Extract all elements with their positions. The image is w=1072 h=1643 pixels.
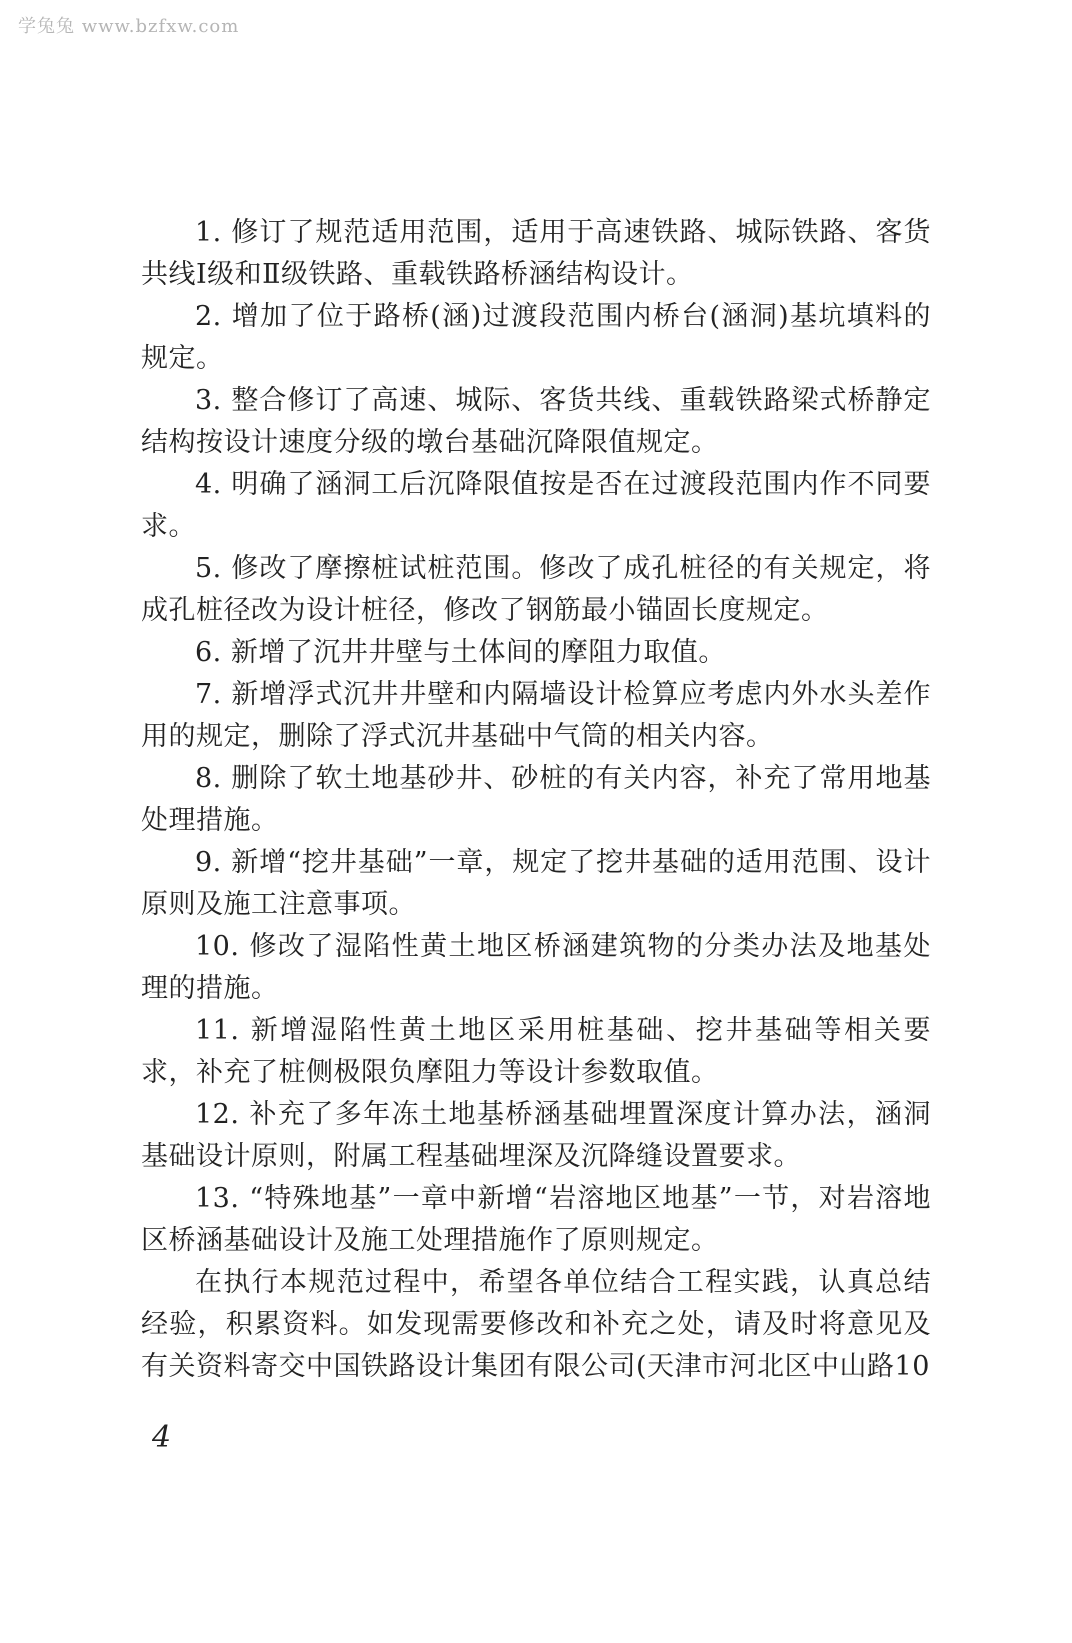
paragraph-item-1: 1. 修订了规范适用范围，适用于高速铁路、城际铁路、客货共线Ⅰ级和Ⅱ级铁路、重载铁路桥涵结构设计。 [141, 217, 931, 290]
paragraph-item-12: 12. 补充了多年冻土地基桥涵基础埋置深度计算办法，涵洞基础设计原则，附属工程基础埋深及沉降缝设置要求。 [141, 1099, 931, 1172]
paragraph-item-13: 13. “特殊地基”一章中新增“岩溶地区地基”一节，对岩溶地区桥涵基础设计及施工处理措施作了原则规定。 [141, 1183, 931, 1256]
paragraph-item-9: 9. 新增“挖井基础”一章，规定了挖井基础的适用范围、设计原则及施工注意事项。 [141, 847, 931, 920]
closing-paragraph: 在执行本规范过程中，希望各单位结合工程实践，认真总结经验，积累资料。如发现需要修改和补充之处，请及时将意见及有关资料寄交中国铁路设计集团有限公司(天津市河北区中山路10 [141, 1267, 931, 1382]
paragraph-item-11: 11. 新增湿陷性黄土地区采用桩基础、挖井基础等相关要求，补充了桩侧极限负摩阻力等设计参数取值。 [141, 1015, 931, 1088]
paragraph-item-3: 3. 整合修订了高速、城际、客货共线、重载铁路梁式桥静定结构按设计速度分级的墩台基础沉降限值规定。 [141, 385, 931, 458]
document-body [141, 212, 931, 1388]
paragraph-item-5: 5. 修改了摩擦桩试桩范围。修改了成孔桩径的有关规定，将成孔桩径改为设计桩径，修改了钢筋最小锚固长度规定。 [141, 553, 931, 626]
paragraph-item-6: 6. 新增了沉井井壁与土体间的摩阻力取值。 [195, 637, 726, 668]
page-number: 4 [152, 1420, 172, 1455]
watermark-text: 学兔兔 www.bzfxw.com [18, 16, 240, 37]
paragraph-item-2: 2. 增加了位于路桥(涵)过渡段范围内桥台(涵洞)基坑填料的规定。 [141, 301, 931, 374]
paragraph-item-4: 4. 明确了涵洞工后沉降限值按是否在过渡段范围内作不同要求。 [141, 469, 931, 542]
paragraph-item-7: 7. 新增浮式沉井井壁和内隔墙设计检算应考虑内外水头差作用的规定，删除了浮式沉井基础中气筒的相关内容。 [141, 679, 931, 752]
paragraph-item-8: 8. 删除了软土地基砂井、砂桩的有关内容，补充了常用地基处理措施。 [141, 763, 931, 836]
paragraph-item-10: 10. 修改了湿陷性黄土地区桥涵建筑物的分类办法及地基处理的措施。 [141, 931, 931, 1004]
